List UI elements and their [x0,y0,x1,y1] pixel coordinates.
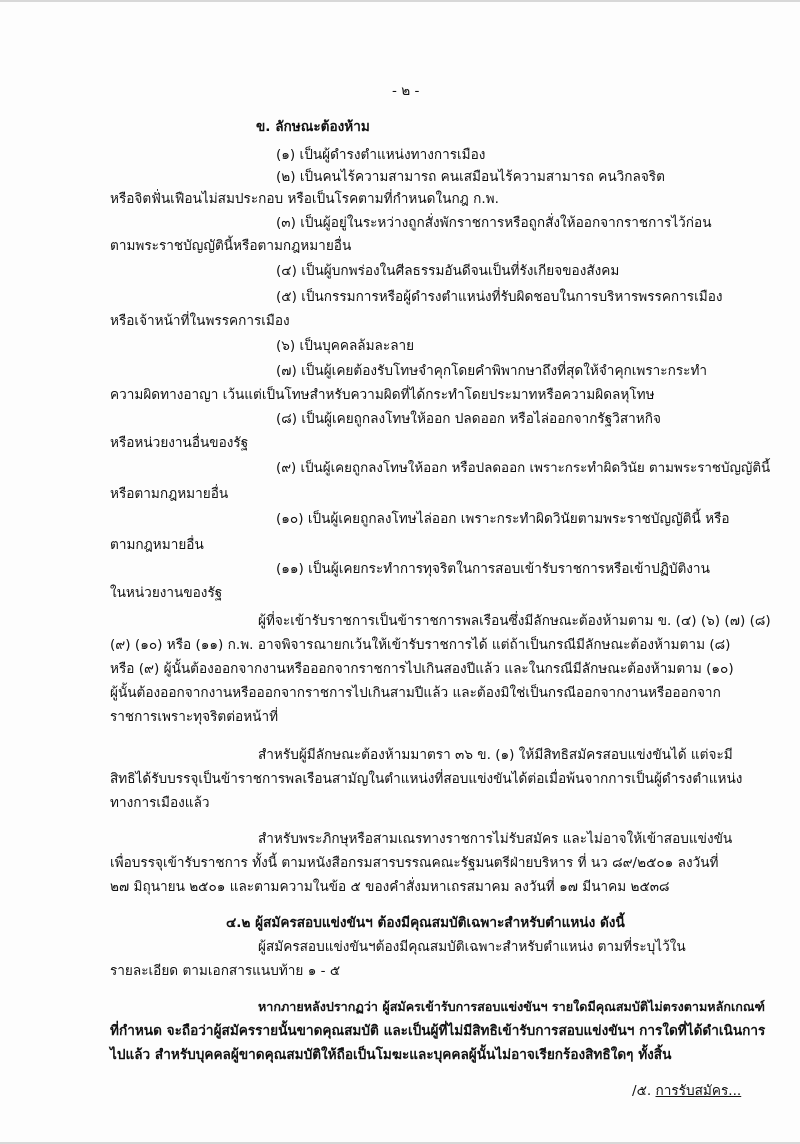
list-item: (๗) เป็นผู้เคยต้องรับโทษจำคุกโดยคำพิพากษาถึงที่สุดให้จำคุกเพราะกระทำ [276,363,708,379]
list-item: ตามกฎหมายอื่น [110,537,204,553]
continuation-marker [632,1082,741,1100]
list-item: (๒) เป็นคนไร้ความสามารถ คนเสมือนไร้ความสามารถ คนวิกลจริต [276,169,665,185]
notice-line: ไปแล้ว สำหรับบุคคลผู้ขาดคุณสมบัติให้ถือเป็นโมฆะและบุคคลผู้นั้นไม่อาจเรียกร้องสิทธิใดๆ ทั้งสิ้น [110,1047,672,1063]
paragraph-line: สิทธิได้รับบรรจุเป็นข้าราชการพลเรือนสามัญในตำแหน่งที่สอบแข่งขันได้ต่อเมื่อพ้นจากการเป็นผู้ดำรงตำแหน่ง [110,771,743,787]
list-item: (๘) เป็นผู้เคยถูกลงโทษให้ออก ปลดออก หรือไล่ออกจากรัฐวิสาหกิจ [276,411,661,427]
paragraph-line: ทางการเมืองแล้ว [110,795,210,811]
page-number: - ๒ - [392,83,420,99]
paragraph-line: รายละเอียด ตามเอกสารแนบท้าย ๑ - ๕ [110,963,341,979]
scan-edge-top [0,0,800,2]
paragraph-line: สำหรับพระภิกษุหรือสามเณรทางราชการไม่รับสมัคร และไม่อาจให้เข้าสอบแข่งขัน [258,831,733,847]
list-item: ตามพระราชบัญญัตินี้หรือตามกฎหมายอื่น [110,238,352,254]
list-item: (๑๑) เป็นผู้เคยกระทำการทุจริตในการสอบเข้ารับราชการหรือเข้าปฏิบัติงาน [276,561,710,577]
paragraph-line: ผู้สมัครสอบแข่งขันฯต้องมีคุณสมบัติเฉพาะสำหรับตำแหน่ง ตามที่ระบุไว้ใน [258,939,686,955]
list-item: ในหน่วยงานของรัฐ [110,585,223,601]
section-kho-heading: ข. ลักษณะต้องห้าม [256,119,370,135]
list-item: หรือเจ้าหน้าที่ในพรรคการเมือง [110,313,290,329]
list-item: หรือหน่วยงานอื่นของรัฐ [110,435,249,451]
continuation-text: การรับสมัคร... [655,1083,742,1099]
paragraph-line: เพื่อบรรจุเข้ารับราชการ ทั้งนี้ ตามหนังสือกรมสารบรรณคณะรัฐมนตรีฝ่ายบริหาร ที่ นว ๘๙/๒๕๐๑ ลงวันที่ [110,855,719,871]
notice-line: ที่กำหนด จะถือว่าผู้สมัครรายนั้นขาดคุณสมบัติ และเป็นผู้ที่ไม่มีสิทธิเข้ารับการสอบแข่งขันฯ การใดที่ได้ดำเนินการ [110,1023,766,1039]
paragraph-line: สำหรับผู้มีลักษณะต้องห้ามมาตรา ๓๖ ข. (๑) ให้มีสิทธิสมัครสอบแข่งขันได้ แต่จะมี [258,747,733,763]
paragraph-line: ๒๗ มิถุนายน ๒๕๐๑ และตามความในข้อ ๕ ของคำสั่งมหาเถรสมาคม ลงวันที่ ๑๗ มีนาคม ๒๕๓๘ [110,879,670,895]
section-42-heading: ๔.๒ ผู้สมัครสอบแข่งขันฯ ต้องมีคุณสมบัติเฉพาะสำหรับตำแหน่ง ดังนี้ [226,915,625,931]
list-item: หรือตามกฎหมายอื่น [110,486,229,502]
continuation-prefix: /๕. [632,1083,656,1099]
list-item: (๓) เป็นผู้อยู่ในระหว่างถูกสั่งพักราชการหรือถูกสั่งให้ออกจากราชการไว้ก่อน [276,215,712,231]
list-item: (๑๐) เป็นผู้เคยถูกลงโทษไล่ออก เพราะกระทำผิดวินัยตามพระราชบัญญัตินี้ หรือ [276,511,730,527]
list-item: (๙) เป็นผู้เคยถูกลงโทษให้ออก หรือปลดออก เพราะกระทำผิดวินัย ตามพระราชบัญญัตินี้ [276,461,771,476]
list-item: ความผิดทางอาญา เว้นแต่เป็นโทษสำหรับความผิดที่ได้กระทำโดยประมาทหรือความผิดลหุโทษ [110,387,655,403]
paragraph-line: ผู้นั้นต้องออกจากงานหรือออกจากราชการไปเกินสามปีแล้ว และต้องมิใช่เป็นกรณีออกจากงานหรือออกจาก [110,685,721,701]
paragraph-line: หรือ (๙) ผู้นั้นต้องออกจากงานหรือออกจากราชการไปเกินสองปีแล้ว และในกรณีมีลักษณะต้องห้ามตาม (๑๐) [110,661,734,677]
notice-line: หากภายหลังปรากฏว่า ผู้สมัครเข้ารับการสอบแข่งขันฯ รายใดมีคุณสมบัติไม่ตรงตามหลักเกณฑ์ [258,999,766,1014]
list-item: หรือจิตฟั่นเฟือนไม่สมประกอบ หรือเป็นโรคตามที่กำหนดในกฎ ก.พ. [110,191,499,207]
list-item: (๕) เป็นกรรมการหรือผู้ดำรงตำแหน่งที่รับผิดชอบในการบริหารพรรคการเมือง [276,289,723,305]
paragraph-line: ราชการเพราะทุจริตต่อหน้าที่ [110,709,279,725]
list-item: (๖) เป็นบุคคลล้มละลาย [276,338,415,354]
list-item: (๑) เป็นผู้ดำรงตำแหน่งทางการเมือง [276,147,486,163]
paragraph-line: (๙) (๑๐) หรือ (๑๑) ก.พ. อาจพิจารณายกเว้นให้เข้ารับราชการได้ แต่ถ้าเป็นกรณีมีลักษณะต้องห้ามตาม (๘) [110,637,731,653]
list-item: (๔) เป็นผู้บกพร่องในศีลธรรมอันดีจนเป็นที่รังเกียจของสังคม [276,263,620,279]
paragraph-line: ผู้ที่จะเข้ารับราชการเป็นข้าราชการพลเรือนซึ่งมีลักษณะต้องห้ามตาม ข. (๔) (๖) (๗) (๘) [258,613,771,629]
